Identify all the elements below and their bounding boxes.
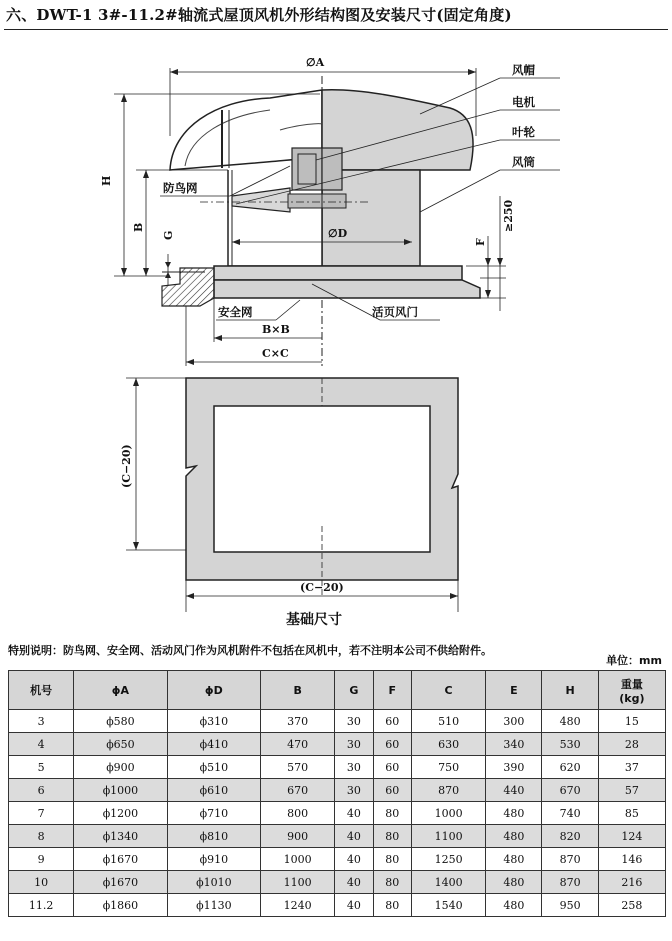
table-cell: 340	[486, 733, 542, 756]
table-cell: 390	[486, 756, 542, 779]
table-cell: 30	[335, 733, 373, 756]
col-header: 机号	[9, 671, 74, 710]
dim-H: H	[100, 175, 113, 186]
table-cell: 80	[373, 825, 411, 848]
spec-table	[8, 670, 666, 917]
table-cell: ϕ410	[167, 733, 260, 756]
table-row	[9, 733, 666, 756]
col-header: C	[411, 671, 485, 710]
table-cell: 570	[261, 756, 335, 779]
hood-shell-right	[322, 90, 473, 170]
table-cell: 510	[411, 710, 485, 733]
table-cell: ϕ510	[167, 756, 260, 779]
table-cell: 800	[261, 802, 335, 825]
table-cell: 216	[598, 871, 665, 894]
table-cell: 80	[373, 871, 411, 894]
table-cell: 10	[9, 871, 74, 894]
foundation-caption: 基础尺寸	[286, 612, 342, 628]
table-row	[9, 894, 666, 917]
table-cell: 30	[335, 779, 373, 802]
base-plate	[214, 266, 462, 280]
table-cell: 480	[486, 825, 542, 848]
col-header: E	[486, 671, 542, 710]
table-cell: 1000	[411, 802, 485, 825]
table-cell: 40	[335, 848, 373, 871]
table-cell: 28	[598, 733, 665, 756]
table-cell: 60	[373, 779, 411, 802]
dim-F: F	[474, 238, 487, 246]
table-cell: 900	[261, 825, 335, 848]
table-cell: 30	[335, 756, 373, 779]
table-cell: 370	[261, 710, 335, 733]
table-cell: 57	[598, 779, 665, 802]
table-cell: ϕ580	[74, 710, 167, 733]
table-cell: 670	[542, 779, 598, 802]
table-cell: 1540	[411, 894, 485, 917]
table-row	[9, 779, 666, 802]
table-cell: ϕ710	[167, 802, 260, 825]
table-cell: 530	[542, 733, 598, 756]
table-cell: ϕ1130	[167, 894, 260, 917]
table-row	[9, 825, 666, 848]
table-cell: ϕ310	[167, 710, 260, 733]
table-row	[9, 871, 666, 894]
table-cell: 470	[261, 733, 335, 756]
table-cell: 7	[9, 802, 74, 825]
table-cell: 4	[9, 733, 74, 756]
label-bird-net: 防鸟网	[163, 181, 198, 195]
col-header: 重量 (kg)	[598, 671, 665, 710]
table-cell: 480	[486, 802, 542, 825]
table-cell: 146	[598, 848, 665, 871]
table-cell: 1100	[261, 871, 335, 894]
table-cell: ϕ810	[167, 825, 260, 848]
table-cell: 40	[335, 825, 373, 848]
table-cell: 870	[542, 871, 598, 894]
table-cell: 1000	[261, 848, 335, 871]
table-cell: 80	[373, 802, 411, 825]
table-cell: 85	[598, 802, 665, 825]
special-note: 特别说明：防鸟网、安全网、活动风门作为风机附件不包括在风机中，若不注明本公司不供给附件。	[8, 644, 492, 657]
table-cell: 60	[373, 733, 411, 756]
table-cell: 40	[335, 802, 373, 825]
table-cell: 740	[542, 802, 598, 825]
table-row	[9, 802, 666, 825]
table-cell: 1100	[411, 825, 485, 848]
table-cell: 670	[261, 779, 335, 802]
table-cell: 870	[542, 848, 598, 871]
table-cell: 11.2	[9, 894, 74, 917]
table-cell: 1400	[411, 871, 485, 894]
table-cell: 750	[411, 756, 485, 779]
table-cell: ϕ1010	[167, 871, 260, 894]
table-cell: 480	[486, 848, 542, 871]
col-header: B	[261, 671, 335, 710]
col-header: G	[335, 671, 373, 710]
label-hood: 风帽	[512, 63, 535, 77]
dim-phiD: ∅D	[328, 227, 348, 240]
table-cell: ϕ900	[74, 756, 167, 779]
unit-label: 单位：mm	[606, 654, 662, 667]
curb-hatched	[162, 268, 214, 306]
table-cell: ϕ1200	[74, 802, 167, 825]
table-cell: 950	[542, 894, 598, 917]
table-cell: 480	[542, 710, 598, 733]
table-cell: 6	[9, 779, 74, 802]
table-cell: ϕ610	[167, 779, 260, 802]
table-cell: 440	[486, 779, 542, 802]
table-cell: 80	[373, 894, 411, 917]
table-cell: 480	[486, 894, 542, 917]
table-cell: 870	[411, 779, 485, 802]
table-cell: 60	[373, 756, 411, 779]
table-cell: 258	[598, 894, 665, 917]
dim-CxC: C×C	[262, 347, 289, 360]
dim-c20-bottom: (C−20)	[300, 581, 344, 594]
table-row	[9, 848, 666, 871]
table-cell: ϕ1000	[74, 779, 167, 802]
dim-phiA: ∅A	[306, 56, 325, 69]
dim-ge250: ≥250	[502, 199, 515, 232]
label-safety-net: 安全网	[218, 305, 253, 319]
dim-G: G	[162, 230, 175, 240]
table-cell: 30	[335, 710, 373, 733]
table-cell: 620	[542, 756, 598, 779]
table-cell: ϕ1670	[74, 871, 167, 894]
col-header: F	[373, 671, 411, 710]
table-cell: ϕ650	[74, 733, 167, 756]
table-cell: 37	[598, 756, 665, 779]
table-cell: 480	[486, 871, 542, 894]
dim-B: B	[132, 222, 145, 232]
page-title: 六、DWT-1 3#-11.2#轴流式屋顶风机外形结构图及安装尺寸(固定角度)	[6, 6, 512, 24]
table-cell: 124	[598, 825, 665, 848]
base-flange	[214, 280, 480, 298]
table-cell: 80	[373, 848, 411, 871]
table-cell: 15	[598, 710, 665, 733]
table-cell: ϕ1860	[74, 894, 167, 917]
dim-BxB: B×B	[262, 323, 290, 336]
table-cell: 60	[373, 710, 411, 733]
label-impeller: 叶轮	[512, 125, 535, 139]
col-header: ϕA	[74, 671, 167, 710]
table-cell: 40	[335, 894, 373, 917]
col-header: ϕD	[167, 671, 260, 710]
fan-structure-drawing	[0, 36, 672, 636]
table-cell: 5	[9, 756, 74, 779]
table-row	[9, 756, 666, 779]
table-cell: 40	[335, 871, 373, 894]
table-cell: ϕ1340	[74, 825, 167, 848]
label-louver: 活页风门	[372, 305, 418, 319]
table-cell: 300	[486, 710, 542, 733]
table-cell: 1240	[261, 894, 335, 917]
dim-c20-side: (C−20)	[120, 444, 133, 488]
table-header-row	[9, 671, 666, 710]
table-cell: 820	[542, 825, 598, 848]
col-header: H	[542, 671, 598, 710]
table-cell: 1250	[411, 848, 485, 871]
table-row	[9, 710, 666, 733]
label-motor: 电机	[512, 95, 535, 109]
table-cell: ϕ910	[167, 848, 260, 871]
table-cell: 630	[411, 733, 485, 756]
table-cell: 3	[9, 710, 74, 733]
table-cell: 8	[9, 825, 74, 848]
table-cell: ϕ1670	[74, 848, 167, 871]
label-duct: 风筒	[512, 155, 535, 169]
title-underline	[4, 29, 668, 30]
table-cell: 9	[9, 848, 74, 871]
